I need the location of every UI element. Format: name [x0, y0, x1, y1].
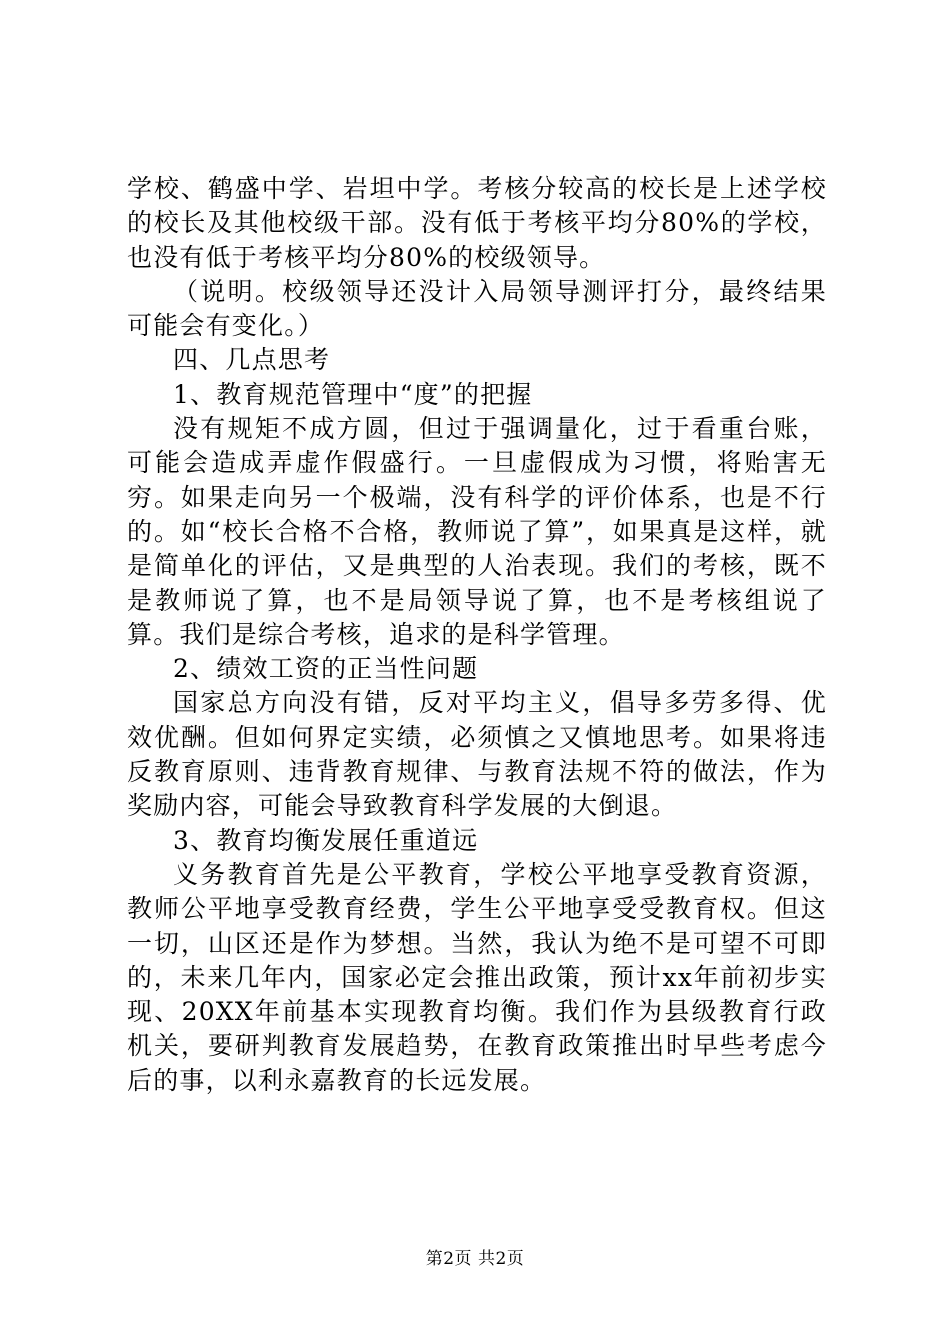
document-body [127, 172, 827, 1098]
paragraph-3: 义务教育首先是公平教育，学校公平地享受教育资源，教师公平地享受教育经费，学生公平地享受受教育权。但这一切，山区还是作为梦想。当然，我认为绝不是可望不可即的，未来几年内，国家必定会推出政策，预计xx年前初步实现、20XX年前基本实现教育均衡。我们作为县级教育行政机关，要研判教育发展趋势，在教育政策推出时早些考虑今后的事，以利永嘉教育的长远发展。 [127, 859, 827, 1095]
subheading-2: 2、绩效工资的正当性问题 [173, 654, 479, 684]
subheading-3: 3、教育均衡发展任重道远 [173, 825, 479, 855]
paragraph-continuation: 学校、鹤盛中学、岩坦中学。考核分较高的校长是上述学校的校长及其他校级干部。没有低于考核平均分80%的学校，也没有低于考核平均分80%的校级领导。 [127, 174, 827, 272]
paragraph-note: （说明。校级领导还没计入局领导测评打分，最终结果可能会有变化。） [127, 276, 827, 341]
paragraph-2: 国家总方向没有错，反对平均主义，倡导多劳多得、优效优酬。但如何界定实绩，必须慎之又慎地思考。如果将违反教育原则、违背教育规律、与教育法规不符的做法，作为奖励内容，可能会导致教育科学发展的大倒退。 [127, 688, 827, 821]
paragraph-1: 没有规矩不成方圆，但过于强调量化，过于看重台账，可能会造成弄虚作假盛行。一旦虚假成为习惯，将贻害无穷。如果走向另一个极端，没有科学的评价体系，也是不行的。如“校长合格不合格，教师说了算”，如果真是这样，就是简单化的评估，又是典型的人治表现。我们的考核，既不是教师说了算，也不是局领导说了算，也不是考核组说了算。我们是综合考核，追求的是科学管理。 [127, 414, 827, 649]
page-footer: 第2页 共2页 [425, 1249, 525, 1269]
section-heading: 四、几点思考 [173, 345, 331, 375]
subheading-1: 1、教育规范管理中“度”的把握 [173, 379, 533, 409]
